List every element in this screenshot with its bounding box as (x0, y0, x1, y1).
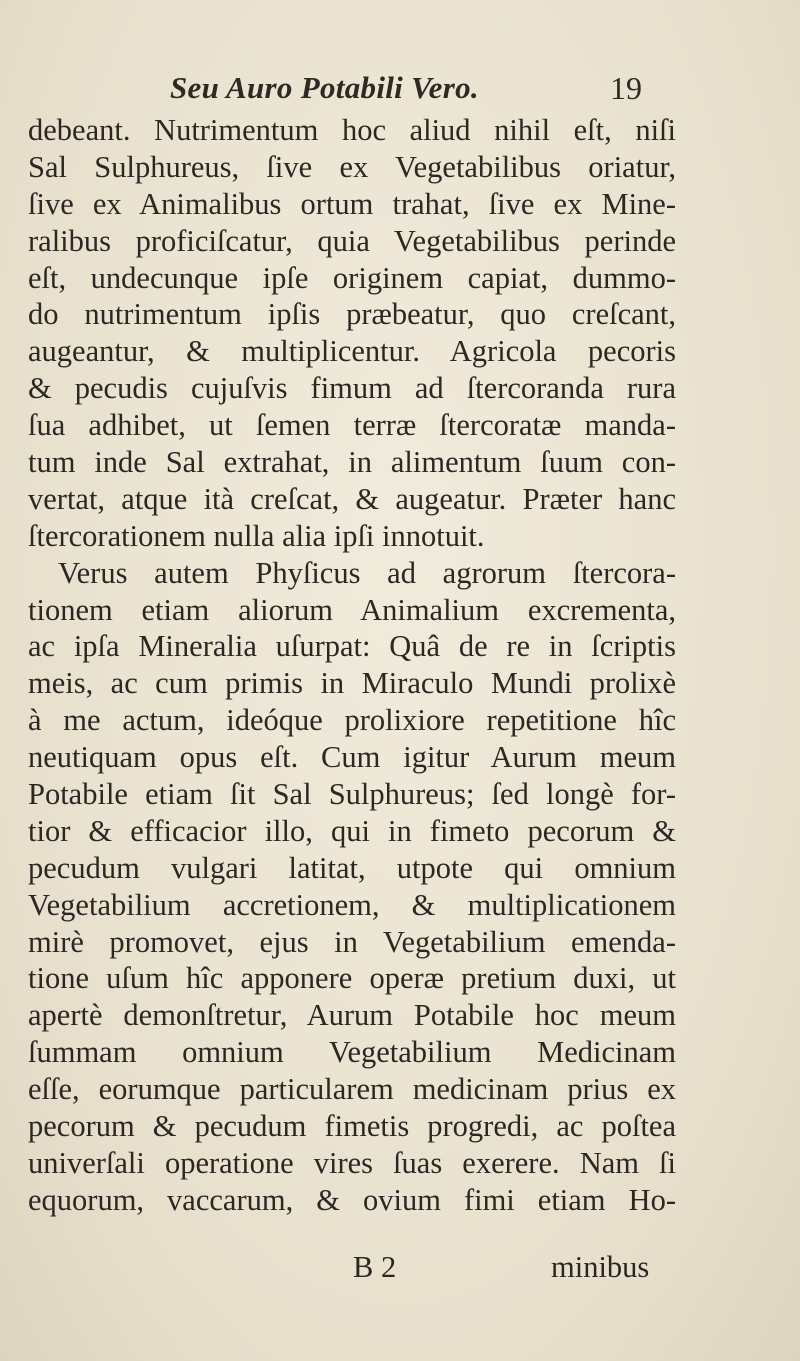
running-head (170, 66, 690, 110)
text-line: tione uſum hîc apponere operæ pretium duxi, ut (28, 961, 676, 996)
text-line: apertè demonſtretur, Aurum Potabile hoc meum (28, 998, 676, 1033)
text-line: augeantur, & multiplicentur. Agricola pecoris (28, 334, 676, 369)
text-line: debeant. Nutrimentum hoc aliud nihil eſt, niſi (28, 113, 676, 147)
text-line: Vegetabilium accretionem, & multiplicationem (28, 887, 676, 922)
paragraph-start-line: Verus autem Phyſicus ad agrorum ſtercora- (58, 555, 676, 590)
text-line: tum inde Sal extrahat, in alimentum ſuum con- (28, 445, 676, 480)
text-line: do nutrimentum ipſis præbeatur, quo creſcant, (28, 297, 676, 332)
text-line: univerſali operatione vires ſuas exerere. Nam ſi (28, 1145, 676, 1180)
text-line: pecudum vulgari latitat, utpote qui omnium (28, 850, 676, 885)
text-line: eſſe, eorumque particularem medicinam prius ex (28, 1072, 676, 1107)
text-line: tior & efficacior illo, qui in fimeto pecorum & (28, 813, 676, 848)
text-line: mirè promovet, ejus in Vegetabilium emenda- (28, 924, 676, 959)
catchword: minibus (551, 1250, 650, 1284)
text-line: eſt, undecunque ipſe originem capiat, dummo- (28, 260, 676, 295)
paragraph-end-line: ſtercorationem nulla alia ipſi innotuit. (28, 518, 485, 553)
text-line: à me actum, ideóque prolixiore repetitione hîc (28, 703, 676, 738)
page-number: 19 (610, 70, 642, 106)
text-line: & pecudis cujuſvis fimum ad ſtercoranda rura (28, 371, 676, 406)
text-line: meis, ac cum primis in Miraculo Mundi prolixè (28, 666, 676, 701)
text-line: equorum, vaccarum, & ovium fimi etiam Ho- (28, 1182, 676, 1217)
running-title: Seu Auro Potabili Vero. (170, 70, 479, 105)
page-footer (28, 1250, 676, 1288)
text-line: ſua adhibet, ut ſemen terræ ſtercoratæ manda- (28, 408, 676, 443)
text-line: vertat, atque ità creſcat, & augeatur. Præter hanc (28, 481, 676, 516)
text-line: neutiquam opus eſt. Cum igitur Aurum meum (28, 740, 676, 775)
body-text (28, 112, 676, 1219)
text-line: ac ipſa Mineralia uſurpat: Quâ de re in ſcriptis (28, 629, 676, 664)
text-line: ſummam omnium Vegetabilium Medicinam (28, 1035, 676, 1070)
text-line: pecorum & pecudum fimetis progredi, ac poſtea (28, 1109, 676, 1144)
text-line: ſive ex Animalibus ortum trahat, ſive ex Mine- (28, 186, 676, 221)
text-line: tionem etiam aliorum Animalium excrementa, (28, 592, 676, 627)
text-line: ralibus proficiſcatur, quia Vegetabilibus perinde (28, 223, 676, 258)
text-line: Potabile etiam ſit Sal Sulphureus; ſed longè for- (28, 777, 676, 812)
signature-mark: B 2 (353, 1250, 397, 1284)
text-line: Sal Sulphureus, ſive ex Vegetabilibus oriatur, (28, 149, 676, 184)
